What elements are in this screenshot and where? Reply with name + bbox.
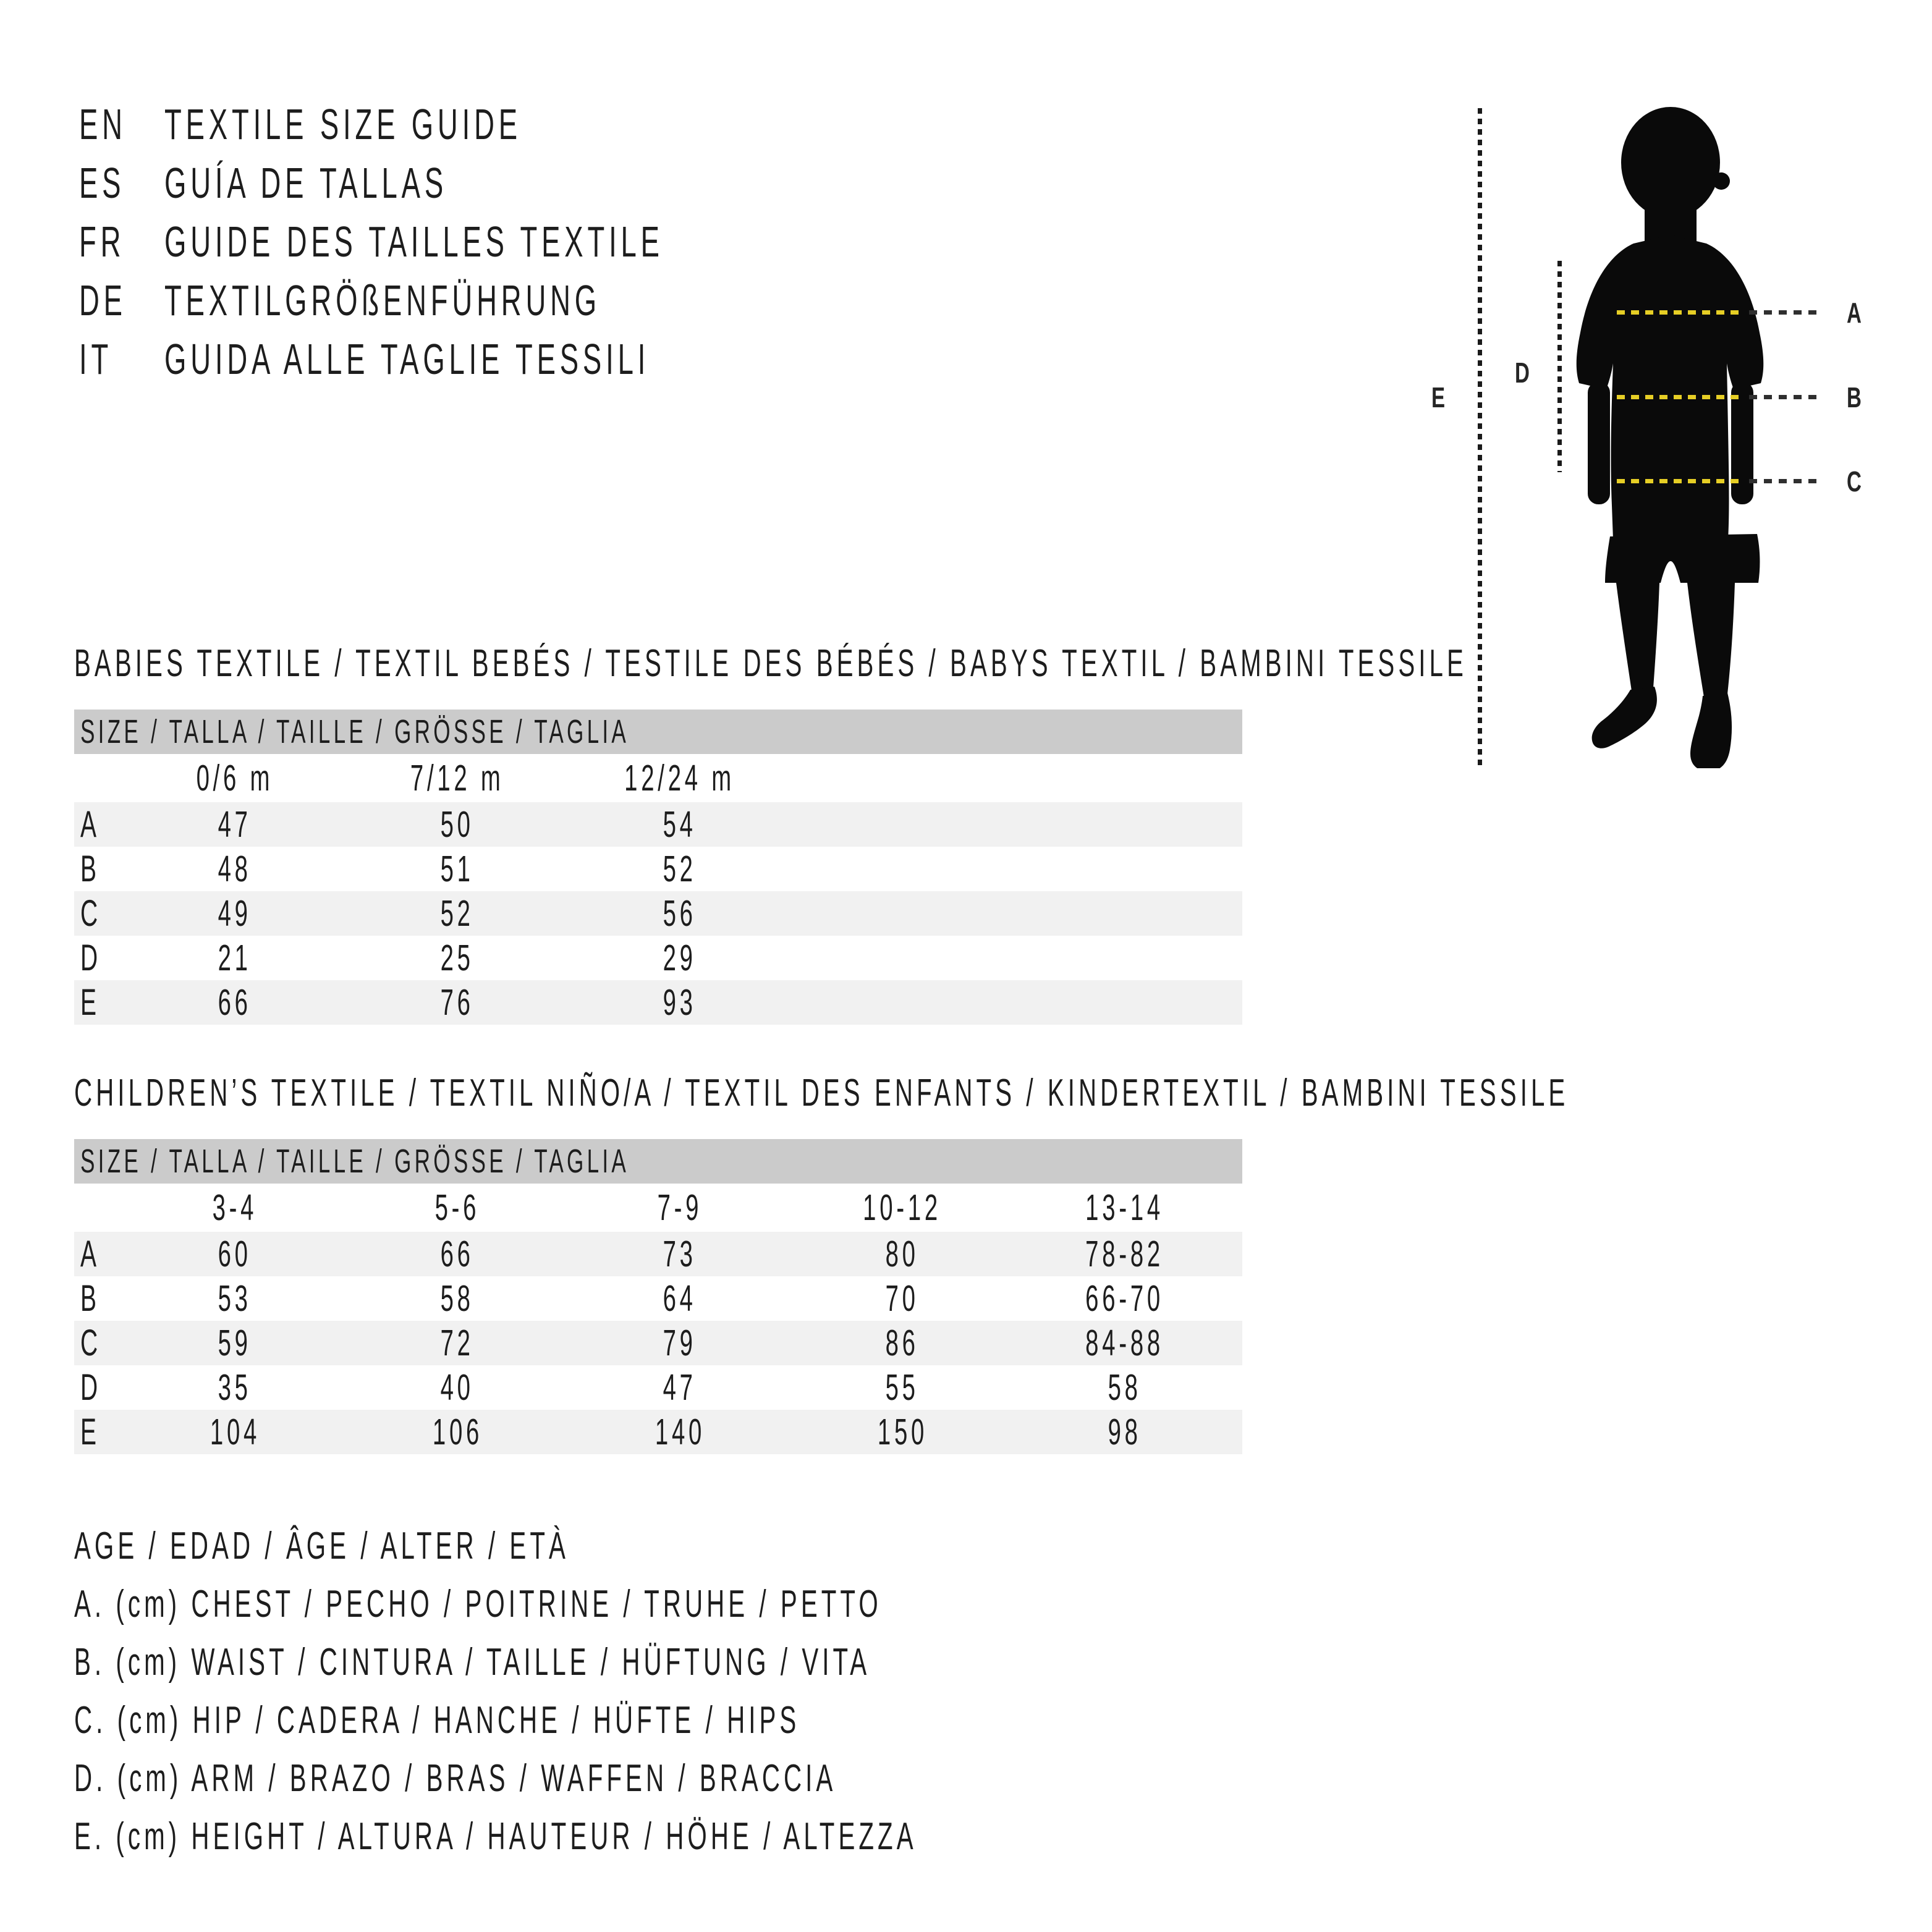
- cell: 93: [663, 981, 697, 1023]
- cell: 56: [663, 892, 697, 934]
- chest-dash-dark: [1749, 310, 1823, 315]
- cell: 78-82: [1085, 1233, 1164, 1274]
- size-header-bar: [74, 1139, 1242, 1184]
- cell: 79: [663, 1322, 697, 1363]
- cell: 54: [663, 803, 697, 845]
- cell: 66-70: [1085, 1277, 1164, 1319]
- language-title: GUÍA DE TALLAS: [164, 159, 448, 207]
- row-label: E: [80, 981, 100, 1023]
- column-header: 7/12 m: [410, 757, 504, 799]
- cell: 52: [440, 892, 475, 934]
- measure-label-c: C: [1847, 465, 1862, 498]
- cell: 51: [440, 848, 475, 889]
- column-header: 12/24 m: [624, 757, 735, 799]
- babies-size-table: [74, 710, 1242, 1025]
- cell: 64: [663, 1277, 697, 1319]
- measure-label-d: D: [1515, 357, 1530, 389]
- row-label: B: [80, 848, 100, 889]
- language-title: TEXTILGRÖßENFÜHRUNG: [164, 276, 601, 324]
- column-header: 13-14: [1085, 1187, 1164, 1228]
- waist-dash-dark: [1749, 395, 1823, 399]
- row-label: C: [80, 892, 102, 934]
- cell: 25: [440, 937, 475, 978]
- language-title: GUIDA ALLE TAGLIE TESSILI: [164, 335, 650, 383]
- cell: 80: [885, 1233, 920, 1274]
- children-section-heading: CHILDREN’S TEXTILE / TEXTIL NIÑO/A / TEXTIL DES ENFANTS / KINDERTEXTIL / BAMBINI TESSILE: [74, 1072, 1569, 1114]
- language-code: EN: [79, 100, 127, 148]
- measure-label-a: A: [1847, 297, 1862, 329]
- cell: 60: [218, 1233, 252, 1274]
- cell: 55: [885, 1366, 920, 1408]
- babies-section-heading: BABIES TEXTILE / TEXTIL BEBÉS / TESTILE DES BÉBÉS / BABYS TEXTIL / BAMBINI TESSILE: [74, 642, 1467, 685]
- row-label: D: [80, 1366, 102, 1408]
- cell: 48: [218, 848, 252, 889]
- size-header-label: SIZE / TALLA / TAILLE / GRÖSSE / TAGLIA: [80, 713, 630, 750]
- cell: 58: [1108, 1366, 1142, 1408]
- column-header-row: [74, 1184, 1242, 1232]
- cell: 35: [218, 1366, 252, 1408]
- measure-label-e: E: [1431, 381, 1446, 413]
- language-title: TEXTILE SIZE GUIDE: [164, 100, 522, 148]
- language-code: DE: [79, 276, 127, 324]
- cell: 150: [877, 1411, 928, 1452]
- cell: 50: [440, 803, 475, 845]
- cell: 140: [655, 1411, 705, 1452]
- cell: 70: [885, 1277, 920, 1319]
- cell: 98: [1108, 1411, 1142, 1452]
- legend-line: D. (cm) ARM / BRAZO / BRAS / WAFFEN / BRACCIA: [74, 1757, 837, 1800]
- cell: 66: [218, 981, 252, 1023]
- table-row: [74, 802, 1242, 847]
- cell: 72: [440, 1322, 475, 1363]
- cell: 59: [218, 1322, 252, 1363]
- cell: 84-88: [1085, 1322, 1164, 1363]
- size-header-label: SIZE / TALLA / TAILLE / GRÖSSE / TAGLIA: [80, 1143, 630, 1180]
- hip-dash-dark: [1749, 479, 1823, 483]
- chest-dash-yellow: [1617, 310, 1742, 315]
- cell: 53: [218, 1277, 252, 1319]
- waist-dash-yellow: [1617, 395, 1742, 399]
- table-row: [74, 1410, 1242, 1454]
- cell: 76: [440, 981, 475, 1023]
- table-row: [74, 980, 1242, 1025]
- children-size-table: [74, 1139, 1242, 1454]
- row-label: A: [80, 1233, 100, 1274]
- language-code: IT: [79, 335, 113, 383]
- language-code: ES: [79, 159, 125, 207]
- cell: 49: [218, 892, 252, 934]
- cell: 47: [218, 803, 252, 845]
- measure-label-b: B: [1847, 381, 1862, 413]
- legend-line: B. (cm) WAIST / CINTURA / TAILLE / HÜFTUNG / VITA: [74, 1641, 871, 1684]
- row-label: B: [80, 1277, 100, 1319]
- column-header: 5-6: [434, 1187, 480, 1228]
- cell: 21: [218, 937, 252, 978]
- row-label: E: [80, 1411, 100, 1452]
- table-row: [74, 936, 1242, 980]
- column-header-row: [74, 754, 1242, 802]
- cell: 47: [663, 1366, 697, 1408]
- cell: 58: [440, 1277, 475, 1319]
- size-header-bar: [74, 710, 1242, 754]
- row-label: A: [80, 803, 100, 845]
- legend-line: AGE / EDAD / ÂGE / ALTER / ETÀ: [74, 1525, 569, 1567]
- table-row: [74, 1321, 1242, 1365]
- legend-line: C. (cm) HIP / CADERA / HANCHE / HÜFTE / HIPS: [74, 1699, 800, 1742]
- table-row: [74, 891, 1242, 936]
- column-header: 7-9: [657, 1187, 703, 1228]
- legend-line: E. (cm) HEIGHT / ALTURA / HAUTEUR / HÖHE / ALTEZZA: [74, 1815, 917, 1858]
- language-title: GUIDE DES TAILLES TEXTILE: [164, 218, 664, 266]
- cell: 86: [885, 1322, 920, 1363]
- arm-dotted-line-d: [1557, 261, 1562, 472]
- cell: 29: [663, 937, 697, 978]
- cell: 104: [210, 1411, 260, 1452]
- table-row: [74, 847, 1242, 891]
- table-row: [74, 1232, 1242, 1276]
- table-row: [74, 1276, 1242, 1321]
- cell: 66: [440, 1233, 475, 1274]
- column-header: 10-12: [863, 1187, 942, 1228]
- row-label: C: [80, 1322, 102, 1363]
- cell: 106: [432, 1411, 483, 1452]
- row-label: D: [80, 937, 102, 978]
- legend-line: A. (cm) CHEST / PECHO / POITRINE / TRUHE / PETTO: [74, 1583, 882, 1625]
- height-dotted-line-e: [1478, 108, 1482, 765]
- cell: 52: [663, 848, 697, 889]
- column-header: 3-4: [212, 1187, 258, 1228]
- child-silhouette: [1573, 104, 1808, 768]
- cell: 73: [663, 1233, 697, 1274]
- table-row: [74, 1365, 1242, 1410]
- cell: 40: [440, 1366, 475, 1408]
- column-header: 0/6 m: [196, 757, 274, 799]
- language-code: FR: [79, 218, 125, 266]
- hip-dash-yellow: [1617, 479, 1742, 483]
